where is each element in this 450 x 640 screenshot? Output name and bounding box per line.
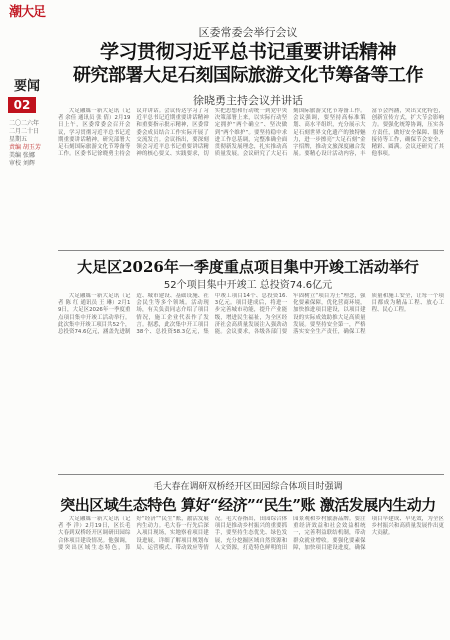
article-2-headline: 大足区2026年一季度重点项目集中开竣工活动举行 <box>77 258 419 276</box>
article-1-kicker: 区委常委会举行会议 <box>198 26 298 39</box>
issue-date: 二〇二六年二月二十日 <box>9 120 40 135</box>
article-1-subhead: 徐晓勇主持会议并讲话 <box>193 94 303 107</box>
editor-credit: 责编 胡玉芳 <box>9 144 41 151</box>
newspaper-masthead: 潮大足 <box>8 5 45 20</box>
design-credit: 美编 张娜 <box>9 152 35 159</box>
article-2-body <box>58 293 444 471</box>
article-3-headline: 突出区域生态特色 算好“经济”“民生”账 激活发展内生动力 <box>60 496 436 514</box>
page-number-badge: 02 <box>8 97 36 113</box>
article-3-paragraph: 大足融媒一新大足讯（记者 李 洋）2月19日，区长毛大春到双桥经开区调研田园综合体项目建设情况。他强调，要突出区域生态特色，算好“经济”“民生”账，激活发展内生动力。毛大春一行先后深入项目现场，实地察看项目建设进展，详细了解项目规划布局、运营模式、带动效应等情况。毛大春指出，田园综合体项目是推动乡村振兴的重要抓手，要坚持生态优先、绿色发展，充分挖掘区域自然资源和人文资源，打造特色鲜明的田园景观和乡村旅游品牌。要注重经济效益和社会效益相统一，完善利益联结机制，带动群众就业增收。要强化要素保障，加快项目建设进度，确保项目早建成、早见效，为全区乡村振兴和高质量发展作出更大贡献。 <box>58 516 444 551</box>
article-3-body <box>58 516 444 636</box>
article-1-body <box>58 108 444 246</box>
issue-meta <box>9 120 41 320</box>
proof-credit: 审校 刘辉 <box>9 160 35 167</box>
article-2-paragraph: 大足融媒一新大足讯（记者 陈 红 通讯员 王 琳）2月19日，大足区2026年一季度重点项目集中开竣工活动举行。此次集中开竣工项目共52个，总投资74.6亿元，涵盖先进制造、城市建设、基础设施、社会民生等多个领域。活动现场，有关负责同志介绍了项目情况，施工企业代表作了发言。据悉，此次集中开工项目38个、总投资58.3亿元，集中竣工项目14个、总投资16.3亿元。项目建成后，将进一步完善城市功能，提升产业能级，增进民生福祉，为全区经济社会高质量发展注入强劲动能。会议要求，各级各部门要牢固树立“项目为王”理念，强化要素保障，优化营商环境，加快推进项目建设，以项目建设的实际成效助推大足高质量发展。要坚持安全第一，严格落实安全生产责任，确保工程质量和施工安全，让每一个项目都成为精品工程、放心工程、民心工程。 <box>58 293 444 336</box>
section-divider <box>58 250 444 251</box>
section-divider <box>58 474 444 475</box>
section-name: 要闻 <box>13 79 40 94</box>
article-1-paragraph: 大足融媒一新大足讯（记者 余佳 通讯员 张 倩）2月19日上午，区委常委会召开会议，学习贯彻习近平总书记近期重要讲话精神，研究部署大足石刻国际旅游文化节筹备等工作。区委书记徐晓勇主持会议并讲话。会议传达学习了习近平总书记近期重要讲话精神和重要指示批示精神，区委常委会成员结合工作实际开展了交流发言。会议指出，要深刻领会习近平总书记重要讲话精神的核心要义、实践要求，切实把思想和行动统一到党中央决策部署上来，以实际行动坚定拥护“两个确立”、坚决做到“两个维护”。要坚持稳中求进工作总基调，完整准确全面贯彻新发展理念，扎实推动高质量发展。会议研究了大足石刻国际旅游文化节筹备工作。会议强调，要坚持高标准策划、高水平组织，充分展示大足石刻世界文化遗产的独特魅力，进一步擦亮“大足石刻”金字招牌，推动文旅深度融合发展。要精心设计活动内容，丰富节会内涵，突出文化特色，创新宣传方式，扩大节会影响力。要强化统筹协调，压实各方责任，做好安全保障、服务接待等工作，确保节会安全、精彩、圆满。会议还研究了其他事项。 <box>58 108 444 158</box>
article-1-headline-line2: 研究部署大足石刻国际旅游文化节筹备等工作 <box>73 65 423 86</box>
article-1-headline-line1: 学习贯彻习近平总书记重要讲话精神 <box>99 41 396 63</box>
article-2-subhead: 52个项目集中开竣工 总投资74.6亿元 <box>163 280 333 291</box>
article-3-kicker: 毛大春在调研双桥经开区田园综合体项目时强调 <box>153 482 343 492</box>
issue-weekday: 星期五 <box>9 136 28 143</box>
page-sidebar <box>0 0 52 640</box>
